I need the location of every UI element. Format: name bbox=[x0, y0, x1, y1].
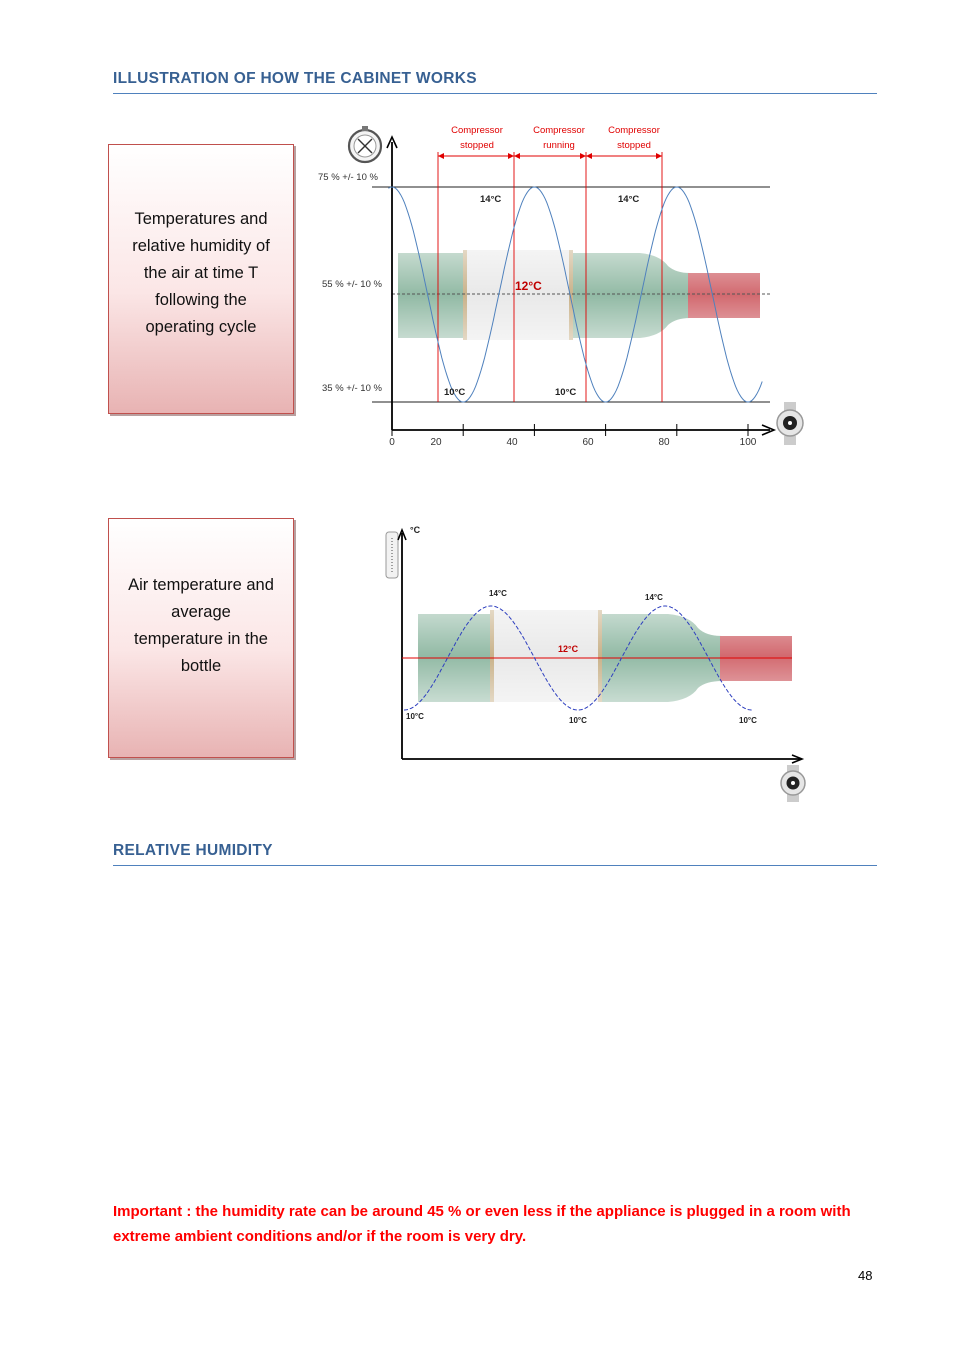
x-tick-label: 20 bbox=[430, 437, 442, 448]
phase-label: Compressor bbox=[451, 125, 503, 136]
phase-label: Compressor bbox=[533, 125, 585, 136]
x-tick-label: 60 bbox=[582, 437, 594, 448]
section-heading-illustration: ILLUSTRATION OF HOW THE CABINET WORKS bbox=[113, 70, 877, 94]
caption-line: Air temperature and bbox=[128, 576, 274, 594]
peak-label: 14°C bbox=[645, 593, 663, 602]
phase-label: stopped bbox=[460, 140, 494, 151]
caption-line: bottle bbox=[180, 657, 222, 675]
x-tick-label: 40 bbox=[506, 437, 518, 448]
peak-label: 14°C bbox=[480, 194, 502, 205]
mid-label: 12°C bbox=[558, 644, 579, 654]
x-tick-label: 80 bbox=[658, 437, 670, 448]
caption-line: following the bbox=[155, 291, 247, 309]
phase-label: Compressor bbox=[608, 125, 660, 136]
section-heading-relative-humidity: RELATIVE HUMIDITY bbox=[113, 842, 877, 866]
caption-line: temperature in the bbox=[134, 630, 268, 648]
peak-label: 14°C bbox=[618, 194, 640, 205]
trough-label: 10°C bbox=[406, 712, 424, 721]
x-tick-label: 0 bbox=[389, 437, 395, 448]
y-axis-unit: °C bbox=[410, 525, 421, 535]
page-number: 48 bbox=[858, 1268, 873, 1283]
caption-line: operating cycle bbox=[145, 318, 257, 336]
trough-label: 10°C bbox=[569, 716, 587, 725]
wine-bottle-illustration bbox=[418, 610, 792, 702]
mid-label: 12°C bbox=[515, 279, 542, 293]
humidity-cycle-chart bbox=[0, 0, 954, 470]
x-tick-label: 100 bbox=[739, 437, 757, 448]
humidity-label: 55 % +/- 10 % bbox=[322, 279, 382, 290]
caption-line: the air at time T bbox=[143, 264, 259, 282]
trough-label: 10°C bbox=[555, 387, 577, 398]
caption-line: Temperatures and bbox=[134, 210, 268, 228]
phase-label: stopped bbox=[617, 140, 651, 151]
watch-icon bbox=[777, 402, 803, 445]
thermometer-icon bbox=[386, 532, 398, 578]
peak-label: 14°C bbox=[489, 589, 507, 598]
trough-label: 10°C bbox=[444, 387, 466, 398]
caption-line: average bbox=[171, 603, 231, 621]
phase-label: running bbox=[543, 140, 575, 151]
trough-label: 10°C bbox=[739, 716, 757, 725]
humidity-label: 75 % +/- 10 % bbox=[318, 172, 378, 183]
watch-icon bbox=[781, 765, 805, 802]
caption-line: relative humidity of bbox=[132, 237, 270, 255]
temperature-cycle-chart bbox=[0, 500, 954, 810]
hygrometer-icon bbox=[349, 126, 381, 162]
humidity-label: 35 % +/- 10 % bbox=[322, 383, 382, 394]
important-note: Important : the humidity rate can be around 45 % or even less if the appliance is plugged in a room with extreme ambient conditions and/or if the room is very dry. bbox=[113, 1203, 851, 1245]
